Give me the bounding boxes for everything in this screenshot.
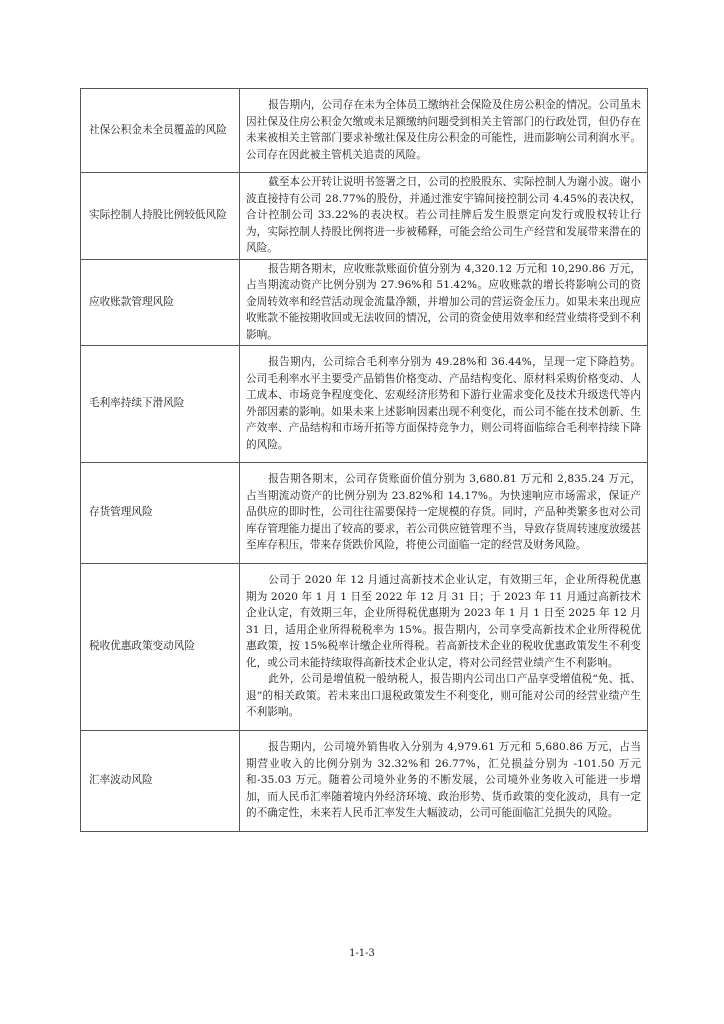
risk-paragraph: 截至本公开转让说明书签署之日，公司的控股股东、实际控制人为谢小波。谢小波直接持有公司 28.77%的股份，并通过淮安宇锦间接控制公司 4.45%的表决权，合计控制公司 33.22%的表决权。若公司挂牌后发生股票定向发行或股权转让行为，实际控制人持股比例将进一步被稀释，可能会给公司生产经营和发展带来潜在的风险。 bbox=[246, 176, 641, 254]
risk-name: 社保公积金未全员覆盖的风险 bbox=[81, 89, 240, 173]
risk-name: 汇率波动风险 bbox=[81, 731, 240, 832]
risk-name: 存货管理风险 bbox=[81, 463, 240, 564]
risk-paragraph: 公司于 2020 年 12 月通过高新技术企业认定，有效期三年，企业所得税优惠期为 2020 年 1 月 1 日至 2022 年 12 月 31 日；于 2023 年 11 月通过高新技术企业认定，有效期三年，企业所得税优惠期为 2023 年 1 月 1 日至 2025 年 12 月 31 日，适用企业所得税税率为 15%。报告期内，公司享受高新技术企业所得税优惠政策，按 15%税率计缴企业所得税。若高新技术企业的税收优惠政策发生不利变化，或公司未能持续取得高新技术企业认定，将对公司经营业绩产生不利影响。 bbox=[246, 574, 641, 669]
page-number: 1-1-3 bbox=[349, 948, 375, 959]
risk-name: 税收优惠政策变动风险 bbox=[81, 564, 240, 731]
risk-name: 应收账款管理风险 bbox=[81, 259, 240, 346]
risk-paragraph: 报告期内，公司存在未为全体员工缴纳社会保险及住房公积金的情况。公司虽未因社保及住房公积金欠缴或未足额缴纳问题受到相关主管部门的行政处罚，但仍存在未来被相关主管部门要求补缴社保及住房公积金的可能性，进而影响公司利润水平。公司存在因此被主管机关追责的风险。 bbox=[246, 99, 641, 161]
table-row bbox=[81, 89, 648, 173]
risk-description bbox=[240, 564, 648, 731]
risk-paragraph: 报告期各期末，应收账款账面价值分别为 4,320.12 万元和 10,290.86 万元，占当期流动资产比例分别为 27.96%和 51.42%。应收账款的增长将影响公司的资金周转效率和经营活动现金流量净额，并增加公司的营运资金压力。如果未来出现应收账款不能按期收回或无法收回的情况，公司的资金使用效率和经营业绩将受到不利影响。 bbox=[246, 262, 641, 341]
risk-paragraph: 此外，公司是增值税一般纳税人，报告期内公司出口产品享受增值税“免、抵、退”的相关政策。若未来出口退税政策发生不利变化，则可能对公司的经营业绩产生不利影响。 bbox=[246, 673, 641, 719]
table-row bbox=[81, 463, 648, 564]
risk-description bbox=[240, 731, 648, 832]
table-row bbox=[81, 731, 648, 832]
table-row bbox=[81, 259, 648, 346]
risk-paragraph: 报告期内，公司境外销售收入分别为 4,979.61 万元和 5,680.86 万元，占当期营业收入的比例分别为 32.32%和 26.77%，汇兑损益分别为 -101.50 万元和-35.03 万元。随着公司境外业务的不断发展，公司境外业务收入可能进一步增加，而人民币汇率随着境内外经济环境、政治形势、货币政策的变化波动，具有一定的不确定性，未来若人民币汇率发生大幅波动，公司可能面临汇兑损失的风险。 bbox=[246, 741, 641, 820]
risk-description bbox=[240, 173, 648, 260]
risk-paragraph: 报告期各期末，公司存货账面价值分别为 3,680.81 万元和 2,835.24 万元，占当期流动资产的比例分别为 23.82%和 14.17%。为快速响应市场需求，保证产品供应的即时性，公司往往需要保持一定规模的存货。同时，产品种类繁多也对公司库存管理能力提出了较高的要求，若公司供应链管理不当，导致存货周转速度放缓甚至库存积压，带来存货跌价风险，将使公司面临一定的经营及财务风险。 bbox=[246, 473, 641, 552]
risk-description bbox=[240, 259, 648, 346]
table-row bbox=[81, 564, 648, 731]
table-row bbox=[81, 173, 648, 260]
table-row bbox=[81, 346, 648, 463]
risk-description bbox=[240, 346, 648, 463]
risk-factors-table bbox=[80, 88, 648, 832]
risk-description bbox=[240, 463, 648, 564]
risk-paragraph: 报告期内，公司综合毛利率分别为 49.28%和 36.44%，呈现一定下降趋势。公司毛利率水平主要受产品销售价格变动、产品结构变化、原材料采购价格变动、人工成本、市场竞争程度变化、宏观经济形势和下游行业需求变化及技术升级迭代等内外部因素的影响。如果未来上述影响因素出现不利变化，而公司不能在技术创新、生产效率、产品结构和市场开拓等方面保持竞争力，则公司将面临综合毛利率持续下降的风险。 bbox=[246, 356, 641, 451]
risk-description bbox=[240, 89, 648, 173]
risk-name: 毛利率持续下滑风险 bbox=[81, 346, 240, 463]
risk-name: 实际控制人持股比例较低风险 bbox=[81, 173, 240, 260]
